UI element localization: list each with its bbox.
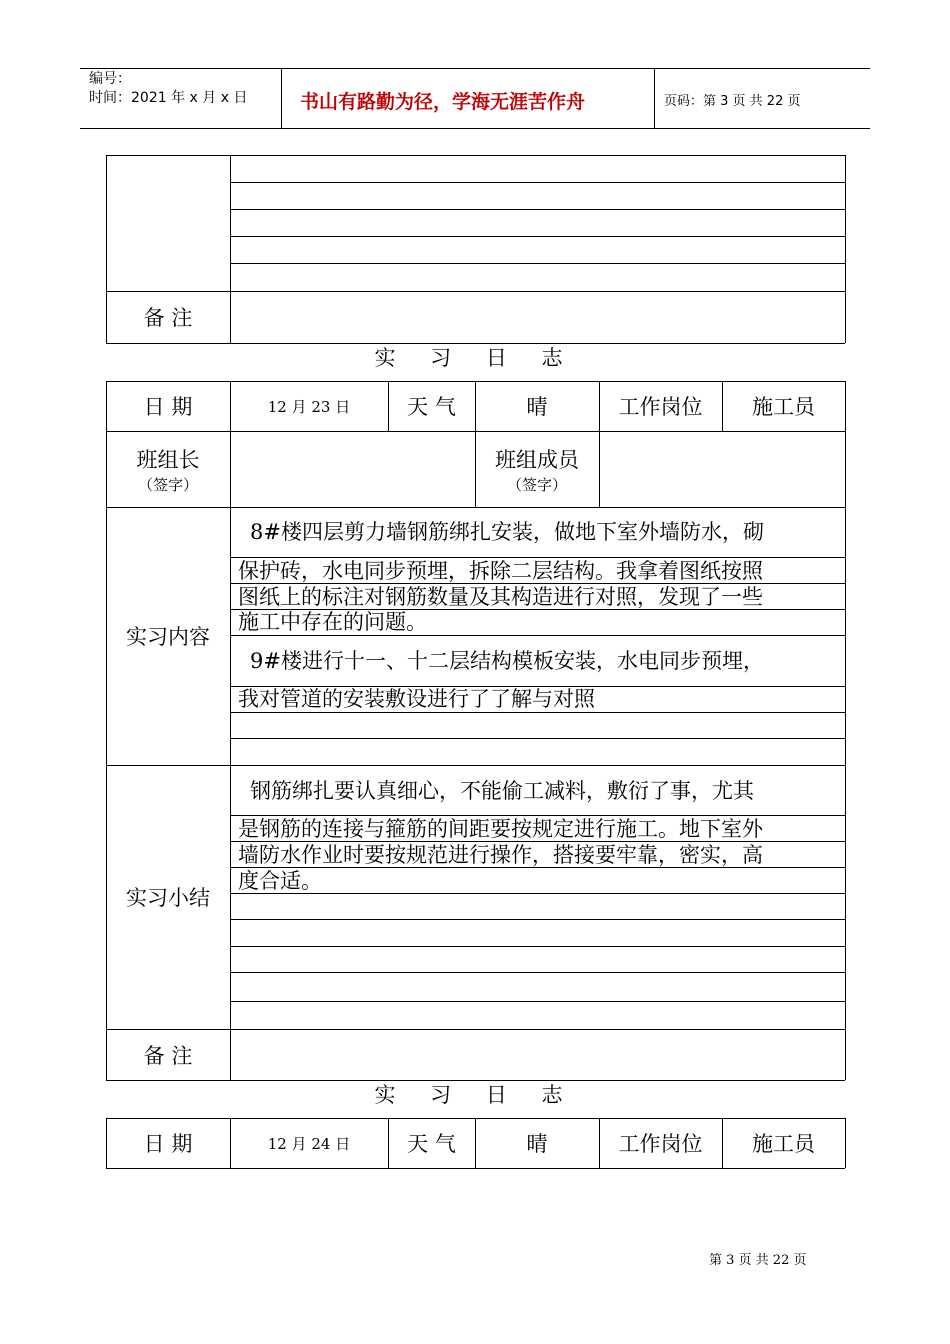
document-code-label: 编号： bbox=[89, 71, 131, 87]
content-line: 9#楼进行十一、十二层结构模板安装，水电同步预埋， bbox=[250, 649, 764, 673]
remarks-label: 备 注 bbox=[143, 1043, 193, 1068]
document-date-label: 时间：2021 年 x 月 x 日 bbox=[89, 90, 248, 106]
date-value: 12 月 24 日 bbox=[267, 1134, 351, 1153]
header-bottom-rule bbox=[80, 128, 870, 129]
summary-line: 墙防水作业时要按规范进行操作，搭接要牢靠，密实，高 bbox=[238, 843, 763, 867]
team-members-cell bbox=[475, 431, 599, 507]
header-page-number: 页码：第 3 页 共 22 页 bbox=[664, 94, 801, 109]
header-divider bbox=[281, 68, 282, 128]
team-leader-label: 班组长 bbox=[136, 447, 200, 472]
log-title: 实 习 日 志 bbox=[374, 346, 577, 370]
content-line: 施工中存在的问题。 bbox=[238, 610, 427, 634]
summary-label: 实习小结 bbox=[126, 886, 210, 910]
remarks-label: 备 注 bbox=[143, 306, 193, 330]
weather-label: 天 气 bbox=[407, 1132, 456, 1156]
content-line: 我对管道的安装敷设进行了了解与对照 bbox=[238, 687, 595, 711]
content-line: 保护砖，水电同步预埋，拆除二层结构。我拿着图纸按照 bbox=[238, 559, 763, 583]
date-label: 日 期 bbox=[143, 1132, 193, 1156]
team-leader-cell bbox=[106, 431, 230, 507]
weather-label: 天 气 bbox=[407, 395, 456, 419]
summary-line: 是钢筋的连接与箍筋的间距要按规定进行施工。地下室外 bbox=[238, 817, 763, 841]
date-value: 12 月 23 日 bbox=[267, 397, 351, 416]
summary-line: 度合适。 bbox=[238, 869, 322, 893]
weather-value: 晴 bbox=[526, 1132, 548, 1156]
header-divider bbox=[654, 68, 655, 128]
summary-line: 钢筋绑扎要认真细心，不能偷工减料，敷衍了事，尤其 bbox=[250, 779, 754, 803]
post-value: 施工员 bbox=[752, 395, 815, 419]
content-line: 8#楼四层剪力墙钢筋绑扎安装，做地下室外墙防水，砌 bbox=[250, 520, 764, 544]
header-top-rule bbox=[80, 68, 870, 69]
team-members-label: 班组成员 bbox=[495, 447, 579, 472]
post-label: 工作岗位 bbox=[618, 395, 703, 419]
team-leader-sign-note: （签字） bbox=[137, 475, 198, 494]
content-line: 图纸上的标注对钢筋数量及其构造进行对照，发现了一些 bbox=[238, 585, 763, 609]
header-motto: 书山有路勤为径，学海无涯苦作舟 bbox=[300, 91, 586, 113]
post-label: 工作岗位 bbox=[618, 1132, 703, 1156]
post-value: 施工员 bbox=[752, 1132, 815, 1156]
team-members-sign-note: （签字） bbox=[506, 475, 567, 494]
date-label: 日 期 bbox=[143, 395, 193, 419]
footer-page-number: 第 3 页 共 22 页 bbox=[709, 1253, 807, 1268]
log-title: 实 习 日 志 bbox=[374, 1083, 577, 1107]
content-label: 实习内容 bbox=[126, 625, 210, 649]
weather-value: 晴 bbox=[526, 395, 548, 419]
